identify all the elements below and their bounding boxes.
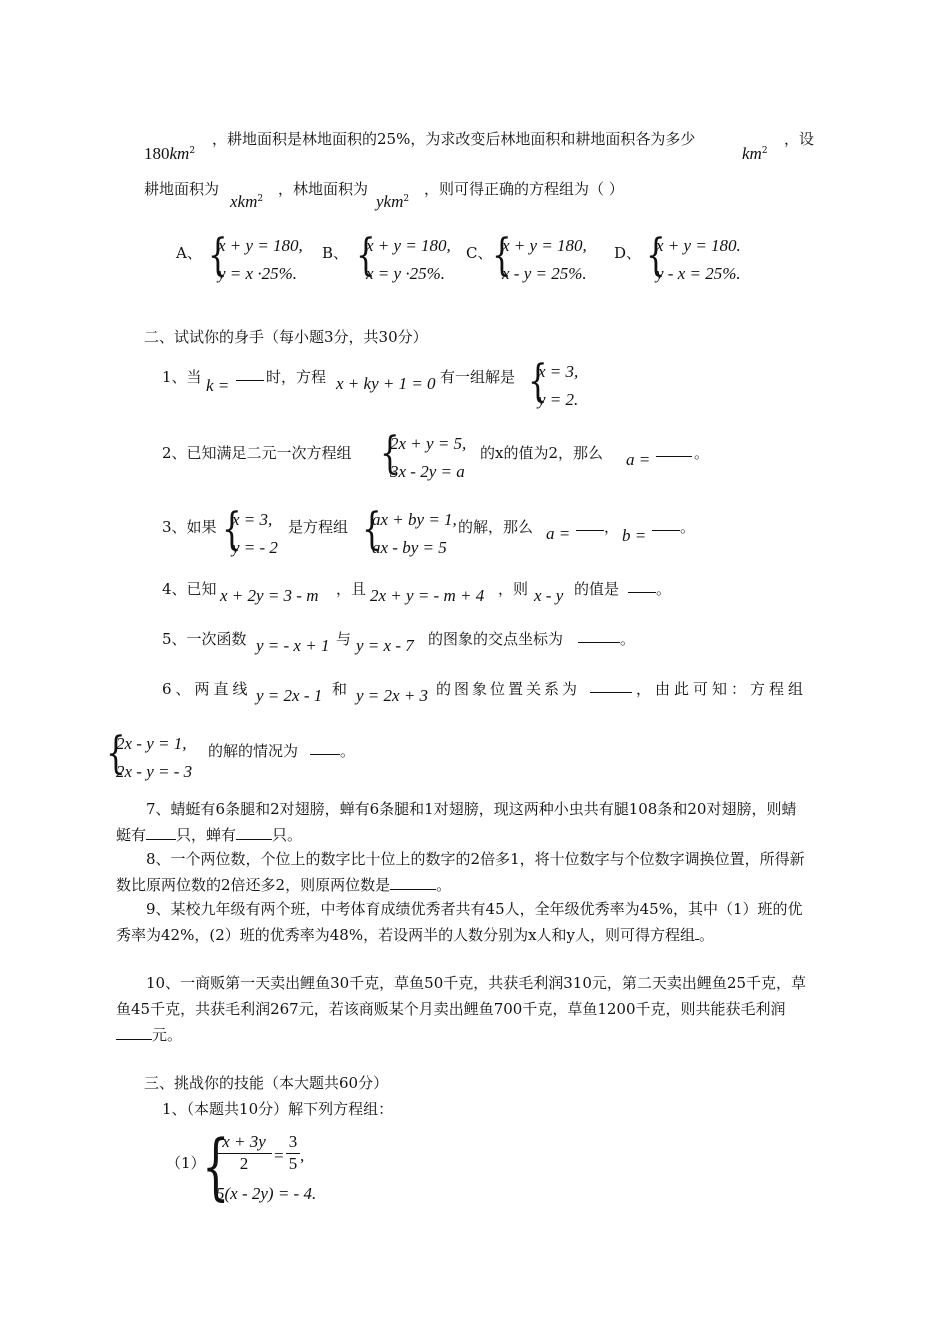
fraction-right: $\frac{3}{5}$ xyxy=(286,1132,300,1174)
answer-blank[interactable] xyxy=(656,442,692,457)
answer-blank[interactable] xyxy=(590,678,632,693)
brace-icon: { xyxy=(492,230,512,281)
brace-icon: { xyxy=(222,504,242,555)
section-3-title: 三、挑战你的技能（本大题共60分） xyxy=(144,1074,389,1092)
fraction-left: $\frac{x + 3y}{2}$ xyxy=(216,1132,272,1174)
s2-q9: 9、某校九年级有两个班，中考体育成绩优秀者共有45人，全年级优秀率为45%，其中（1）班的优秀率为42%，(2）班的优秀率为48%，若设两半的人数分别为x人和y人，则可得方程组 。 xyxy=(116,900,803,944)
brace-icon: { xyxy=(528,356,548,407)
s3-q1: 1、（本题共10分）解下列方程组： xyxy=(162,1100,394,1118)
answer-blank[interactable] xyxy=(236,366,264,381)
section-2-title: 二、试试你的身手（每小题3分，共30分） xyxy=(144,328,428,346)
answer-blank[interactable] xyxy=(578,628,620,643)
option-d-label[interactable]: D、 xyxy=(614,244,642,262)
option-c-label[interactable]: C、 xyxy=(466,244,493,262)
var-x-area: xkm xyxy=(230,192,258,211)
area-value: 180 xyxy=(144,144,170,163)
var-y-area: ykm xyxy=(376,192,404,211)
answer-blank[interactable] xyxy=(628,578,656,593)
s2-q8: 8、一个两位数，个位上的数字比十位上的数字的2倍多1，将十位数字与个位数字调换位置，所得新数比原两位数的2倍还多2，则原两位数是 。 xyxy=(116,850,805,894)
brace-icon: { xyxy=(106,728,126,779)
option-a-label[interactable]: A、 xyxy=(176,244,202,262)
brace-icon: { xyxy=(362,504,382,555)
answer-blank[interactable] xyxy=(576,516,604,531)
top-line-1-text: ，耕地面积是林地面积的25%，为求改变后林地面积和耕地面积各为多少 xyxy=(212,130,696,148)
brace-icon: { xyxy=(202,1124,230,1208)
s2-q7: 7、蜻蜓有6条腿和2对翅膀，蝉有6条腿和1对翅膀，现这两种小虫共有腿108条和20对翅膀，则蜻蜓有 只，蝉有 只。 xyxy=(116,800,797,844)
brace-icon: { xyxy=(208,230,228,281)
answer-blank[interactable] xyxy=(146,825,176,840)
answer-blank[interactable] xyxy=(310,740,340,755)
s2-q10: 10、一商贩第一天卖出鲤鱼30千克，草鱼50千克，共获毛利润310元，第二天卖出鲤鱼25千克，草鱼45千克，共获毛利润267元，若该商贩某个月卖出鲤鱼700千克，草鱼1200千克，则共能获毛利润元。 xyxy=(116,974,806,1044)
brace-icon: { xyxy=(646,230,666,281)
brace-icon: { xyxy=(380,428,400,479)
answer-blank[interactable] xyxy=(652,516,680,531)
area-unit-2: km xyxy=(742,144,762,163)
answer-blank[interactable] xyxy=(236,825,272,840)
answer-blank[interactable] xyxy=(390,875,436,890)
brace-icon: { xyxy=(356,230,376,281)
area-unit: km xyxy=(169,144,190,163)
answer-blank[interactable] xyxy=(116,1025,152,1040)
option-b-label[interactable]: B、 xyxy=(322,244,349,262)
